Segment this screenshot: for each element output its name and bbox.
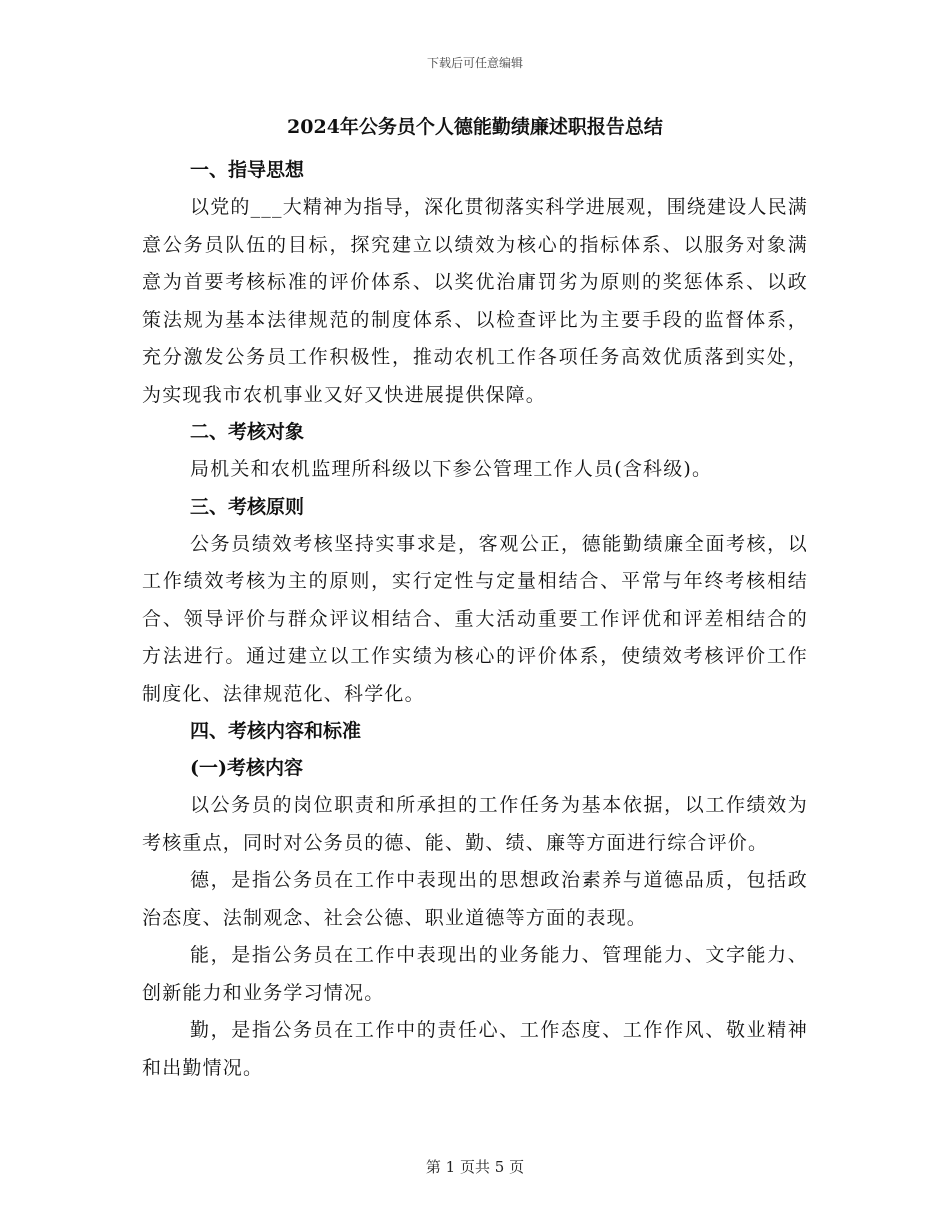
page-header: 下载后可任意编辑 (426, 56, 523, 70)
paragraph-neng-ability: 能，是指公务员在工作中表现出的业务能力、管理能力、文字能力、创新能力和业务学习情况。 (142, 944, 808, 1004)
paragraph-assessment-content: 以公务员的岗位职责和所承担的工作任务为基本依据，以工作绩效为考核重点，同时对公务员的德、能、勤、绩、廉等方面进行综合评价。 (142, 794, 808, 854)
paragraph-qin-diligence: 勤，是指公务员在工作中的责任心、工作态度、工作作风、敬业精神和出勤情况。 (142, 1019, 808, 1079)
page-footer-page-number: 第 1 页共 5 页 (425, 1158, 525, 1176)
section-heading-content-and-standards: 四、考核内容和标准 (190, 720, 362, 742)
document-title: 2024年公务员个人德能勤绩廉述职报告总结 (287, 116, 663, 138)
paragraph-guiding-ideology: 以党的___大精神为指导，深化贯彻落实科学进展观，围绕建设人民满意公务员队伍的目标，探究建立以绩效为核心的指标体系、以服务对象满意为首要考核标准的评价体系、以奖优治庸罚劣为原则的奖惩体系、以政策法规为基本法律规范的制度体系、以检查评比为主要手段的监督体系，充分激发公务员工作积极性，推动农机工作各项任务高效优质落到实处，为实现我市农机事业又好又快进展提供保障。 (142, 196, 808, 406)
document-body (142, 112, 808, 1087)
paragraph-assessment-principles: 公务员绩效考核坚持实事求是，客观公正，德能勤绩廉全面考核，以工作绩效考核为主的原则，实行定性与定量相结合、平常与年终考核相结合、领导评价与群众评议相结合、重大活动重要工作评优和评差相结合的方法进行。通过建立以工作实绩为核心的评价体系，使绩效考核评价工作制度化、法律规范化、科学化。 (142, 532, 808, 705)
section-heading-guiding-ideology: 一、指导思想 (190, 159, 305, 181)
section-heading-assessment-objects: 二、考核对象 (190, 421, 305, 443)
paragraph-de-morality: 德，是指公务员在工作中表现出的思想政治素养与道德品质，包括政治态度、法制观念、社会公德、职业道德等方面的表现。 (142, 869, 808, 929)
subsection-heading-assessment-content: (一)考核内容 (190, 757, 303, 779)
section-heading-assessment-principles: 三、考核原则 (190, 495, 305, 518)
paragraph-assessment-objects: 局机关和农机监理所科级以下参公管理工作人员(含科级)。 (190, 458, 713, 480)
